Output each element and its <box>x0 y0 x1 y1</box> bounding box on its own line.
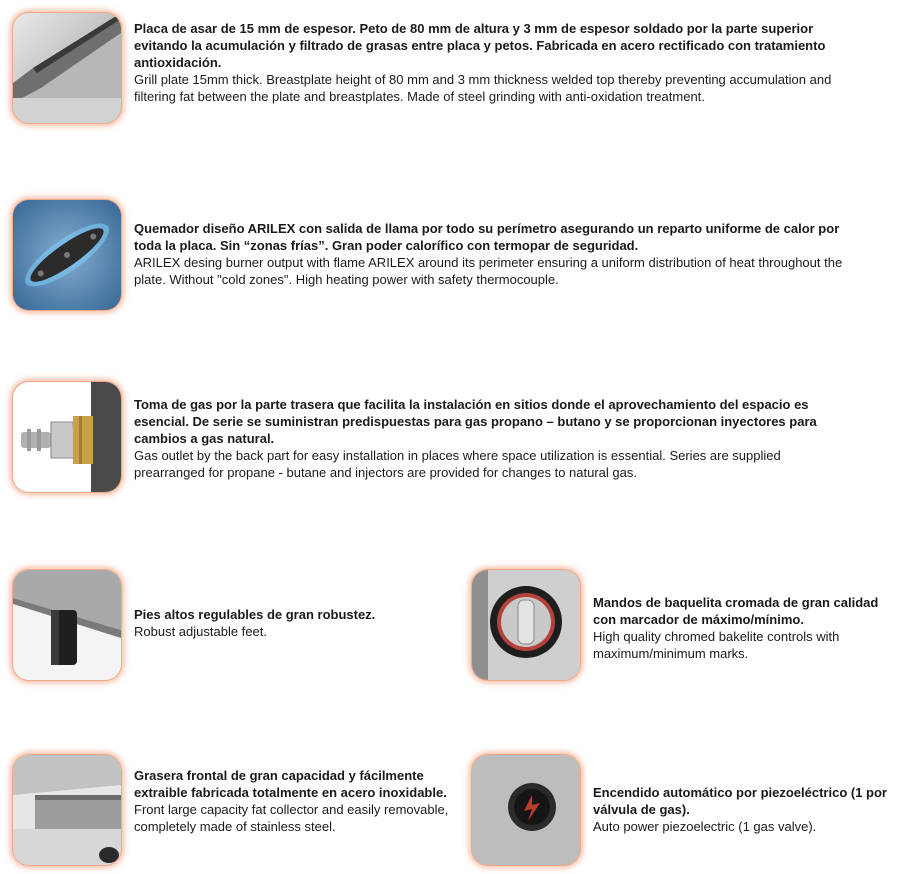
feature-text-en: Grill plate 15mm thick. Breastplate height of 80 mm and 3 mm thickness welded top thereby preventing accumulation and filtering fat between the plate and breastplates. Made of steel grinding with anti-oxidation treatment. <box>134 72 832 104</box>
feature-text-en: High quality chromed bakelite controls with maximum/minimum marks. <box>593 629 840 661</box>
feature-text-en: ARILEX desing burner output with flame ARILEX around its perimeter ensuring a uniform distribution of heat throughout the plate. Without "cold zones". High heating power with safety thermocouple. <box>134 255 843 287</box>
knob-photo-icon <box>472 570 580 680</box>
feature-text-en: Auto power piezoelectric (1 gas valve). <box>593 819 817 834</box>
piezo-button-photo-icon <box>472 755 580 865</box>
feature-text-es: Encendido automático por piezoeléctrico (1 por válvula de gas). <box>593 785 887 817</box>
feature-text-es: Grasera frontal de gran capacidad y fácilmente extraible fabricada totalmente en acero inoxidable. <box>134 768 447 800</box>
feature-text-en: Robust adjustable feet. <box>134 624 267 639</box>
feature-text-es: Toma de gas por la parte trasera que facilita la instalación en sitios donde el aprovechamiento del espacio es esencial. De serie se suministran predispuestas para gas propano – butano y se proporcionan inyectores para cambios a gas natural. <box>134 397 817 446</box>
fat-collector-photo-icon <box>13 755 121 865</box>
feature-text-es: Quemador diseño ARILEX con salida de llama por todo su perímetro asegurando un reparto uniforme de calor por toda la placa. Sin “zonas frías”. Gran poder calorífico con termopar de seguridad. <box>134 221 840 253</box>
gas-outlet-photo-icon <box>13 382 121 492</box>
feature-text-es: Mandos de baquelita cromada de gran calidad con marcador de máximo/mínimo. <box>593 595 879 627</box>
burner-photo-icon <box>13 200 121 310</box>
feature-text-es: Pies altos regulables de gran robustez. <box>134 607 376 622</box>
feature-text-es: Placa de asar de 15 mm de espesor. Peto de 80 mm de altura y 3 mm de espesor soldado por la parte superior evitando la acumulación y filtrado de grasas entre placa y petos. Fabricada en acero rectificado con tratamiento antioxidación. <box>134 21 826 70</box>
feature-text-en: Gas outlet by the back part for easy installation in places where space utilization is essential. Series are supplied prearranged for propane - butane and injectors are provided for changes to natural gas. <box>134 448 781 480</box>
feet-photo-icon <box>13 570 121 680</box>
feature-text-en: Front large capacity fat collector and easily removable, completely made of stainless steel. <box>134 802 449 834</box>
grill-plate-photo-icon <box>13 13 121 123</box>
